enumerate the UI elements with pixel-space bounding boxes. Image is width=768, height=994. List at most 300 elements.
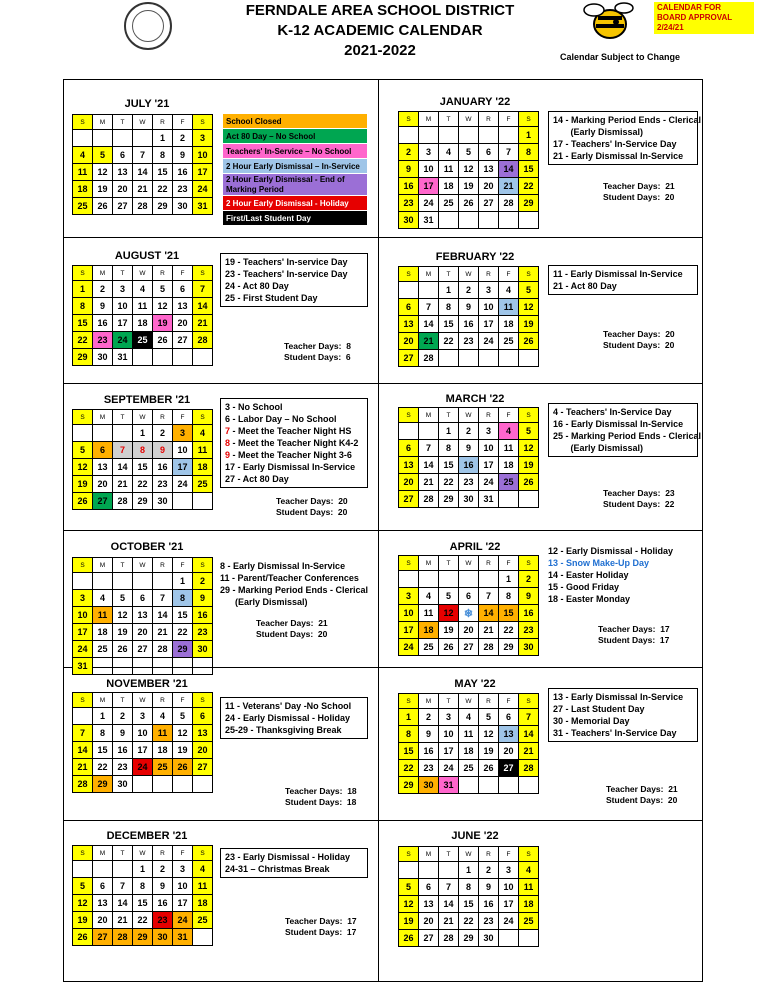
day-cell: 17 xyxy=(113,315,133,332)
day-cell: 21 xyxy=(499,178,519,195)
day-cell: 15 xyxy=(459,896,479,913)
empty-cell xyxy=(113,130,133,147)
day-cell: 17 xyxy=(133,742,153,759)
day-cell: 4 xyxy=(499,423,519,440)
teacher-days: Teacher Days: 21 xyxy=(603,181,675,191)
day-cell: 14 xyxy=(419,316,439,333)
day-counts-feb xyxy=(603,329,675,351)
day-cell: 29 xyxy=(399,777,419,794)
weekday-header: W xyxy=(133,410,153,425)
day-cell: 18 xyxy=(439,178,459,195)
weekday-header: F xyxy=(173,693,193,708)
note-line: 11 - Early Dismissal In-Service xyxy=(553,269,683,279)
day-cell: 19 xyxy=(173,742,193,759)
day-cell: 6 xyxy=(193,708,213,725)
day-cell: 16 xyxy=(419,743,439,760)
day-cell: 31 xyxy=(173,929,193,946)
day-cell: 1 xyxy=(133,861,153,878)
day-cell: 4 xyxy=(459,709,479,726)
day-cell: 22 xyxy=(459,913,479,930)
weekday-header: R xyxy=(153,558,173,573)
day-cell: 24 xyxy=(193,181,213,198)
weekday-header: M xyxy=(419,556,439,571)
empty-cell xyxy=(459,571,479,588)
day-cell: 28 xyxy=(153,641,173,658)
month-title-may: MAY '22 xyxy=(454,678,496,690)
empty-cell xyxy=(499,350,519,367)
empty-cell xyxy=(193,349,213,366)
student-days: Student Days: 20 xyxy=(276,507,348,517)
empty-cell xyxy=(499,491,519,508)
day-cell: 29 xyxy=(153,198,173,215)
legend-item: First/Last Student Day xyxy=(223,211,367,226)
teacher-days: Teacher Days: 17 xyxy=(285,916,357,926)
day-cell: 11 xyxy=(419,605,439,622)
month-title-mar: MARCH '22 xyxy=(445,393,505,405)
day-cell: 18 xyxy=(419,622,439,639)
day-cell: 10 xyxy=(399,605,419,622)
day-cell: 28 xyxy=(479,639,499,656)
empty-cell xyxy=(193,658,213,675)
day-cell: 11 xyxy=(153,725,173,742)
weekday-header: F xyxy=(173,558,193,573)
weekday-header: R xyxy=(153,115,173,130)
empty-cell xyxy=(439,571,459,588)
weekday-header: M xyxy=(419,847,439,862)
day-cell: 20 xyxy=(459,622,479,639)
day-cell: 15 xyxy=(73,315,93,332)
day-cell: 16 xyxy=(153,895,173,912)
empty-cell xyxy=(193,776,213,793)
teacher-days: Teacher Days: 18 xyxy=(285,786,357,796)
day-cell: 24 xyxy=(499,913,519,930)
day-cell: 9 xyxy=(193,590,213,607)
day-cell: 16 xyxy=(113,742,133,759)
day-cell: 4 xyxy=(153,708,173,725)
weekday-header: F xyxy=(499,408,519,423)
student-days: Student Days: 22 xyxy=(603,499,675,509)
note-line: 16 - Early Dismissal In-Service xyxy=(553,419,684,429)
day-cell: 29 xyxy=(133,493,153,510)
day-cell: 28 xyxy=(419,350,439,367)
day-cell: 27 xyxy=(399,350,419,367)
day-cell: 1 xyxy=(499,571,519,588)
empty-cell xyxy=(499,930,519,947)
empty-cell xyxy=(479,571,499,588)
day-cell: 28 xyxy=(73,776,93,793)
day-cell: 27 xyxy=(93,929,113,946)
day-cell: 26 xyxy=(73,493,93,510)
day-cell: 10 xyxy=(479,440,499,457)
day-cell: 25 xyxy=(459,760,479,777)
day-cell: 26 xyxy=(73,929,93,946)
row-divider xyxy=(63,237,703,238)
month-title-jan: JANUARY '22 xyxy=(439,96,511,108)
day-cell: 1 xyxy=(439,282,459,299)
weekday-header: R xyxy=(153,410,173,425)
day-cell: 9 xyxy=(93,298,113,315)
day-cell: 2 xyxy=(479,862,499,879)
empty-cell xyxy=(193,929,213,946)
day-cell: 1 xyxy=(459,862,479,879)
weekday-header: T xyxy=(113,266,133,281)
day-cell: 25 xyxy=(193,912,213,929)
day-cell: 20 xyxy=(133,624,153,641)
day-cell: 17 xyxy=(499,896,519,913)
note-line: 27 - Last Student Day xyxy=(553,704,645,714)
day-cell: 5 xyxy=(93,147,113,164)
day-cell: 17 xyxy=(173,459,193,476)
day-cell: 30 xyxy=(173,198,193,215)
weekday-header: T xyxy=(439,267,459,282)
weekday-header: S xyxy=(73,693,93,708)
weekday-header: S xyxy=(399,408,419,423)
day-cell: 15 xyxy=(439,316,459,333)
empty-cell xyxy=(479,350,499,367)
month-notes-feb xyxy=(548,265,698,295)
empty-cell xyxy=(73,130,93,147)
legend-item: School Closed xyxy=(223,114,367,129)
day-cell: 3 xyxy=(419,144,439,161)
note-line: 25 - Marking Period Ends - Clerical xyxy=(553,431,702,441)
month-title-jun: JUNE '22 xyxy=(451,830,499,842)
note-line: 15 - Good Friday xyxy=(548,582,620,592)
empty-cell xyxy=(419,862,439,879)
weekday-header: R xyxy=(479,408,499,423)
day-cell: 17 xyxy=(173,895,193,912)
day-cell: 5 xyxy=(519,423,539,440)
note-line: 13 - Early Dismissal In-Service xyxy=(553,692,684,702)
day-cell: 27 xyxy=(113,198,133,215)
day-cell: 18 xyxy=(459,743,479,760)
day-cell: 8 xyxy=(133,442,153,459)
day-cell: 24 xyxy=(133,759,153,776)
day-cell: 15 xyxy=(399,743,419,760)
day-cell: 29 xyxy=(499,639,519,656)
month-grid-sep xyxy=(72,409,213,510)
empty-cell xyxy=(419,571,439,588)
empty-cell xyxy=(173,658,193,675)
day-cell: 9 xyxy=(459,440,479,457)
day-cell: 6 xyxy=(459,588,479,605)
day-cell: 23 xyxy=(113,759,133,776)
day-cell: 12 xyxy=(459,161,479,178)
day-cell: 27 xyxy=(173,332,193,349)
weekday-header: F xyxy=(499,694,519,709)
day-cell: 8 xyxy=(93,725,113,742)
weekday-header: S xyxy=(73,846,93,861)
day-cell: 18 xyxy=(193,895,213,912)
day-cell: 26 xyxy=(459,195,479,212)
day-cell: 4 xyxy=(439,144,459,161)
day-cell: 1 xyxy=(173,573,193,590)
day-cell: 8 xyxy=(439,299,459,316)
day-cell: 7 xyxy=(479,588,499,605)
day-cell: 10 xyxy=(173,878,193,895)
day-cell: 17 xyxy=(479,316,499,333)
district-seal-icon xyxy=(124,2,172,50)
weekday-header: M xyxy=(93,693,113,708)
day-cell: 28 xyxy=(419,491,439,508)
day-cell: 30 xyxy=(193,641,213,658)
day-cell: 7 xyxy=(499,144,519,161)
day-cell: 28 xyxy=(133,198,153,215)
empty-cell xyxy=(133,130,153,147)
day-cell: 11 xyxy=(93,607,113,624)
day-cell: 21 xyxy=(519,743,539,760)
weekday-header: T xyxy=(439,694,459,709)
empty-cell xyxy=(439,127,459,144)
day-cell: 10 xyxy=(479,299,499,316)
day-cell: 31 xyxy=(439,777,459,794)
day-cell: 8 xyxy=(439,440,459,457)
day-cell: 14 xyxy=(499,161,519,178)
approval-note xyxy=(654,2,754,34)
teacher-days: Teacher Days: 8 xyxy=(284,341,351,351)
weekday-header: M xyxy=(93,846,113,861)
day-cell: 22 xyxy=(173,624,193,641)
day-cell: 7 xyxy=(133,147,153,164)
day-cell: 14 xyxy=(73,742,93,759)
weekday-header: S xyxy=(73,410,93,425)
month-grid-jun xyxy=(398,846,539,947)
teacher-days: Teacher Days: 21 xyxy=(256,618,328,628)
empty-cell xyxy=(133,349,153,366)
day-cell: 6 xyxy=(133,590,153,607)
month-title-dec: DECEMBER '21 xyxy=(106,830,188,842)
legend-item: Act 80 Day – No School xyxy=(223,129,367,144)
empty-cell xyxy=(499,212,519,229)
day-cell: 20 xyxy=(399,474,419,491)
day-cell: 17 xyxy=(73,624,93,641)
day-cell: 24 xyxy=(399,639,419,656)
day-cell: 11 xyxy=(193,878,213,895)
note-line: 13 - Snow Make-Up Day xyxy=(548,558,650,568)
day-cell: 2 xyxy=(153,425,173,442)
day-cell: 14 xyxy=(193,298,213,315)
day-cell: 12 xyxy=(479,726,499,743)
day-cell: 21 xyxy=(419,474,439,491)
day-cell: 8 xyxy=(499,588,519,605)
note-line: 11 - Parent/Teacher Conferences xyxy=(220,573,359,583)
empty-cell xyxy=(499,777,519,794)
empty-cell xyxy=(153,573,173,590)
day-cell: 19 xyxy=(519,457,539,474)
day-cell: 4 xyxy=(193,425,213,442)
weekday-header: R xyxy=(153,693,173,708)
empty-cell xyxy=(479,212,499,229)
note-line: 23 - Teachers' In-service Day xyxy=(225,269,348,279)
day-cell: 27 xyxy=(399,491,419,508)
day-cell: 31 xyxy=(193,198,213,215)
empty-cell xyxy=(73,708,93,725)
row-divider xyxy=(63,530,703,531)
month-grid-aug xyxy=(72,265,213,366)
weekday-header: S xyxy=(193,266,213,281)
day-cell: 22 xyxy=(439,333,459,350)
day-cell: 2 xyxy=(399,144,419,161)
day-cell: 26 xyxy=(399,930,419,947)
day-cell: 20 xyxy=(499,743,519,760)
weekday-header: T xyxy=(113,558,133,573)
empty-cell xyxy=(193,493,213,510)
day-cell: 27 xyxy=(419,930,439,947)
day-cell: 13 xyxy=(399,316,419,333)
day-cell: 12 xyxy=(439,605,459,622)
day-cell: 29 xyxy=(519,195,539,212)
empty-cell xyxy=(73,861,93,878)
weekday-header: S xyxy=(399,847,419,862)
day-cell: 5 xyxy=(399,879,419,896)
day-cell: 31 xyxy=(419,212,439,229)
weekday-header: F xyxy=(499,267,519,282)
day-cell: 24 xyxy=(173,912,193,929)
empty-cell xyxy=(153,776,173,793)
day-cell: 3 xyxy=(173,861,193,878)
empty-cell xyxy=(519,930,539,947)
day-cell: 1 xyxy=(153,130,173,147)
day-cell: 29 xyxy=(439,491,459,508)
row-divider xyxy=(63,820,703,821)
day-cell: 14 xyxy=(479,605,499,622)
day-cell: 9 xyxy=(399,161,419,178)
day-cell: 17 xyxy=(439,743,459,760)
empty-cell xyxy=(519,777,539,794)
day-cell: 29 xyxy=(459,930,479,947)
weekday-header: S xyxy=(519,847,539,862)
day-cell: 15 xyxy=(439,457,459,474)
day-cell: 2 xyxy=(93,281,113,298)
note-line: (Early Dismissal) xyxy=(553,443,644,453)
day-cell: 28 xyxy=(193,332,213,349)
day-cell: 22 xyxy=(399,760,419,777)
day-cell: 7 xyxy=(153,590,173,607)
day-cell: 21 xyxy=(193,315,213,332)
day-cell: 30 xyxy=(519,639,539,656)
empty-cell xyxy=(133,573,153,590)
day-cell: 5 xyxy=(439,588,459,605)
empty-cell xyxy=(153,349,173,366)
day-cell: 13 xyxy=(173,298,193,315)
day-cell: 1 xyxy=(519,127,539,144)
day-cell: 26 xyxy=(153,332,173,349)
day-cell: 19 xyxy=(73,476,93,493)
day-cell: 24 xyxy=(479,474,499,491)
day-cell: 5 xyxy=(153,281,173,298)
note-line: (Early Dismissal) xyxy=(220,597,308,607)
day-cell: 16 xyxy=(399,178,419,195)
day-cell: 13 xyxy=(399,457,419,474)
weekday-header: S xyxy=(73,266,93,281)
day-cell: 4 xyxy=(193,861,213,878)
note-line: 8 - Early Dismissal In-Service xyxy=(220,561,346,571)
day-cell: 12 xyxy=(113,607,133,624)
day-cell: 10 xyxy=(173,442,193,459)
day-cell: 23 xyxy=(153,476,173,493)
day-cell: 30 xyxy=(479,930,499,947)
day-cell: 27 xyxy=(479,195,499,212)
empty-cell xyxy=(399,571,419,588)
day-cell: 22 xyxy=(519,178,539,195)
month-grid-dec xyxy=(72,845,213,946)
day-cell: 27 xyxy=(459,639,479,656)
day-cell: 18 xyxy=(499,316,519,333)
day-cell: 22 xyxy=(133,912,153,929)
month-title-apr: APRIL '22 xyxy=(449,541,501,553)
day-cell: 2 xyxy=(193,573,213,590)
student-days: Student Days: 18 xyxy=(285,797,357,807)
day-cell: 17 xyxy=(193,164,213,181)
day-cell: 27 xyxy=(193,759,213,776)
weekday-header: S xyxy=(519,267,539,282)
day-cell: 18 xyxy=(133,315,153,332)
weekday-header: W xyxy=(459,267,479,282)
weekday-header: F xyxy=(499,112,519,127)
teacher-days: Teacher Days: 21 xyxy=(606,784,678,794)
day-cell: 3 xyxy=(479,282,499,299)
month-title-oct: OCTOBER '21 xyxy=(110,541,184,553)
weekday-header: W xyxy=(459,694,479,709)
empty-cell xyxy=(173,776,193,793)
empty-cell xyxy=(73,573,93,590)
day-cell: 25 xyxy=(439,195,459,212)
day-counts-jan xyxy=(603,181,675,203)
month-notes-jan xyxy=(548,111,702,165)
empty-cell xyxy=(459,350,479,367)
approval-date: 2/24/21 xyxy=(657,23,684,32)
empty-cell xyxy=(399,862,419,879)
day-cell: 27 xyxy=(499,760,519,777)
empty-cell xyxy=(439,350,459,367)
school-year: 2021-2022 xyxy=(344,42,416,59)
empty-cell xyxy=(459,127,479,144)
weekday-header: S xyxy=(193,558,213,573)
empty-cell xyxy=(93,658,113,675)
day-cell: 2 xyxy=(419,709,439,726)
weekday-header: S xyxy=(399,694,419,709)
day-cell: 22 xyxy=(153,181,173,198)
day-cell: 16 xyxy=(519,605,539,622)
day-cell: 5 xyxy=(113,590,133,607)
weekday-header: T xyxy=(439,112,459,127)
day-cell: 25 xyxy=(153,759,173,776)
month-grid-oct xyxy=(72,557,213,675)
student-days: Student Days: 6 xyxy=(284,352,351,362)
day-cell: 24 xyxy=(419,195,439,212)
weekday-header: T xyxy=(113,846,133,861)
day-cell: 20 xyxy=(479,178,499,195)
day-cell: 3 xyxy=(133,708,153,725)
note-line: 8 - Meet the Teacher Night K4-2 xyxy=(225,438,359,448)
approval-line-1: CALENDAR FOR xyxy=(657,3,721,12)
day-cell: 21 xyxy=(439,913,459,930)
note-line: 7 - Meet the Teacher Night HS xyxy=(225,426,352,436)
empty-cell xyxy=(113,861,133,878)
day-cell: 14 xyxy=(419,457,439,474)
note-line: 31 - Teachers' In-Service Day xyxy=(553,728,677,738)
day-cell: 30 xyxy=(153,929,173,946)
day-cell: 28 xyxy=(113,929,133,946)
day-cell: 23 xyxy=(93,332,113,349)
day-cell: 6 xyxy=(399,299,419,316)
day-cell: 12 xyxy=(519,440,539,457)
day-cell: 15 xyxy=(133,895,153,912)
weekday-header: M xyxy=(419,694,439,709)
note-line: 25-29 - Thanksgiving Break xyxy=(225,725,342,735)
day-cell: 17 xyxy=(479,457,499,474)
day-cell: 9 xyxy=(519,588,539,605)
color-legend xyxy=(223,114,367,226)
